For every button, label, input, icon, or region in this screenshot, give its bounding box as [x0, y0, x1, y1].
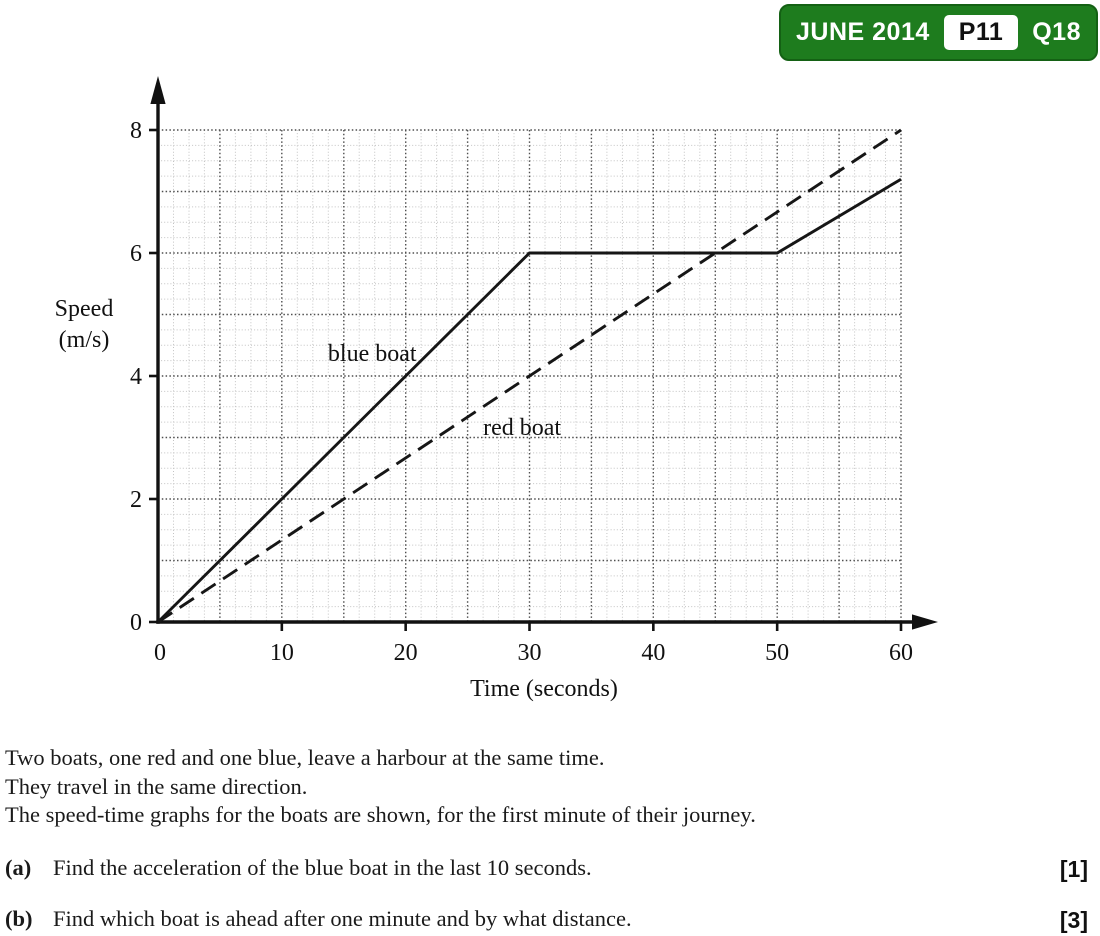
- question-b: [5, 906, 1088, 934]
- y-tick-label: 2: [130, 487, 142, 513]
- x-tick-label: 50: [765, 640, 790, 666]
- y-tick-label: 6: [130, 241, 142, 267]
- y-axis-arrow: [150, 76, 165, 104]
- x-tick-label: 40: [641, 640, 666, 666]
- question-b-marks: [3]: [1059, 907, 1088, 933]
- badge-question: Q18: [1032, 18, 1081, 46]
- y-axis-title: Speed: [54, 296, 114, 322]
- statement-line: Two boats, one red and one blue, leave a harbour at the same time.: [5, 745, 605, 770]
- question-a-label: (a): [5, 855, 32, 880]
- question-a-marks: [1]: [1059, 856, 1088, 882]
- question-b-text: Find which boat is ahead after one minute and by what distance.: [53, 906, 632, 931]
- badge-paper: P11: [944, 15, 1019, 50]
- question-b-label: (b): [5, 906, 33, 931]
- x-tick-label: 20: [393, 640, 418, 666]
- question-a-text: Find the acceleration of the blue boat in the last 10 seconds.: [53, 855, 592, 880]
- x-tick-label: 60: [889, 640, 913, 666]
- x-tick-label: 10: [269, 640, 294, 666]
- x-axis-title: Time (seconds): [470, 676, 618, 702]
- x-axis-arrow: [912, 614, 938, 629]
- statement-line: The speed-time graphs for the boats are shown, for the first minute of their journey.: [5, 802, 756, 828]
- x-tick-label: 0: [154, 640, 166, 666]
- question-a: [5, 855, 1088, 883]
- y-tick-label: 4: [130, 364, 142, 390]
- statement-line: They travel in the same direction.: [5, 773, 308, 799]
- problem-statement: [5, 744, 905, 830]
- x-tick-label: 30: [517, 640, 542, 666]
- y-tick-label: 8: [130, 118, 142, 144]
- badge-session: JUNE 2014: [796, 18, 930, 46]
- red-boat-label: red boat: [483, 415, 562, 442]
- y-axis-title: (m/s): [58, 327, 110, 353]
- blue-boat-label: blue boat: [327, 341, 417, 368]
- y-tick-label: 0: [130, 610, 142, 636]
